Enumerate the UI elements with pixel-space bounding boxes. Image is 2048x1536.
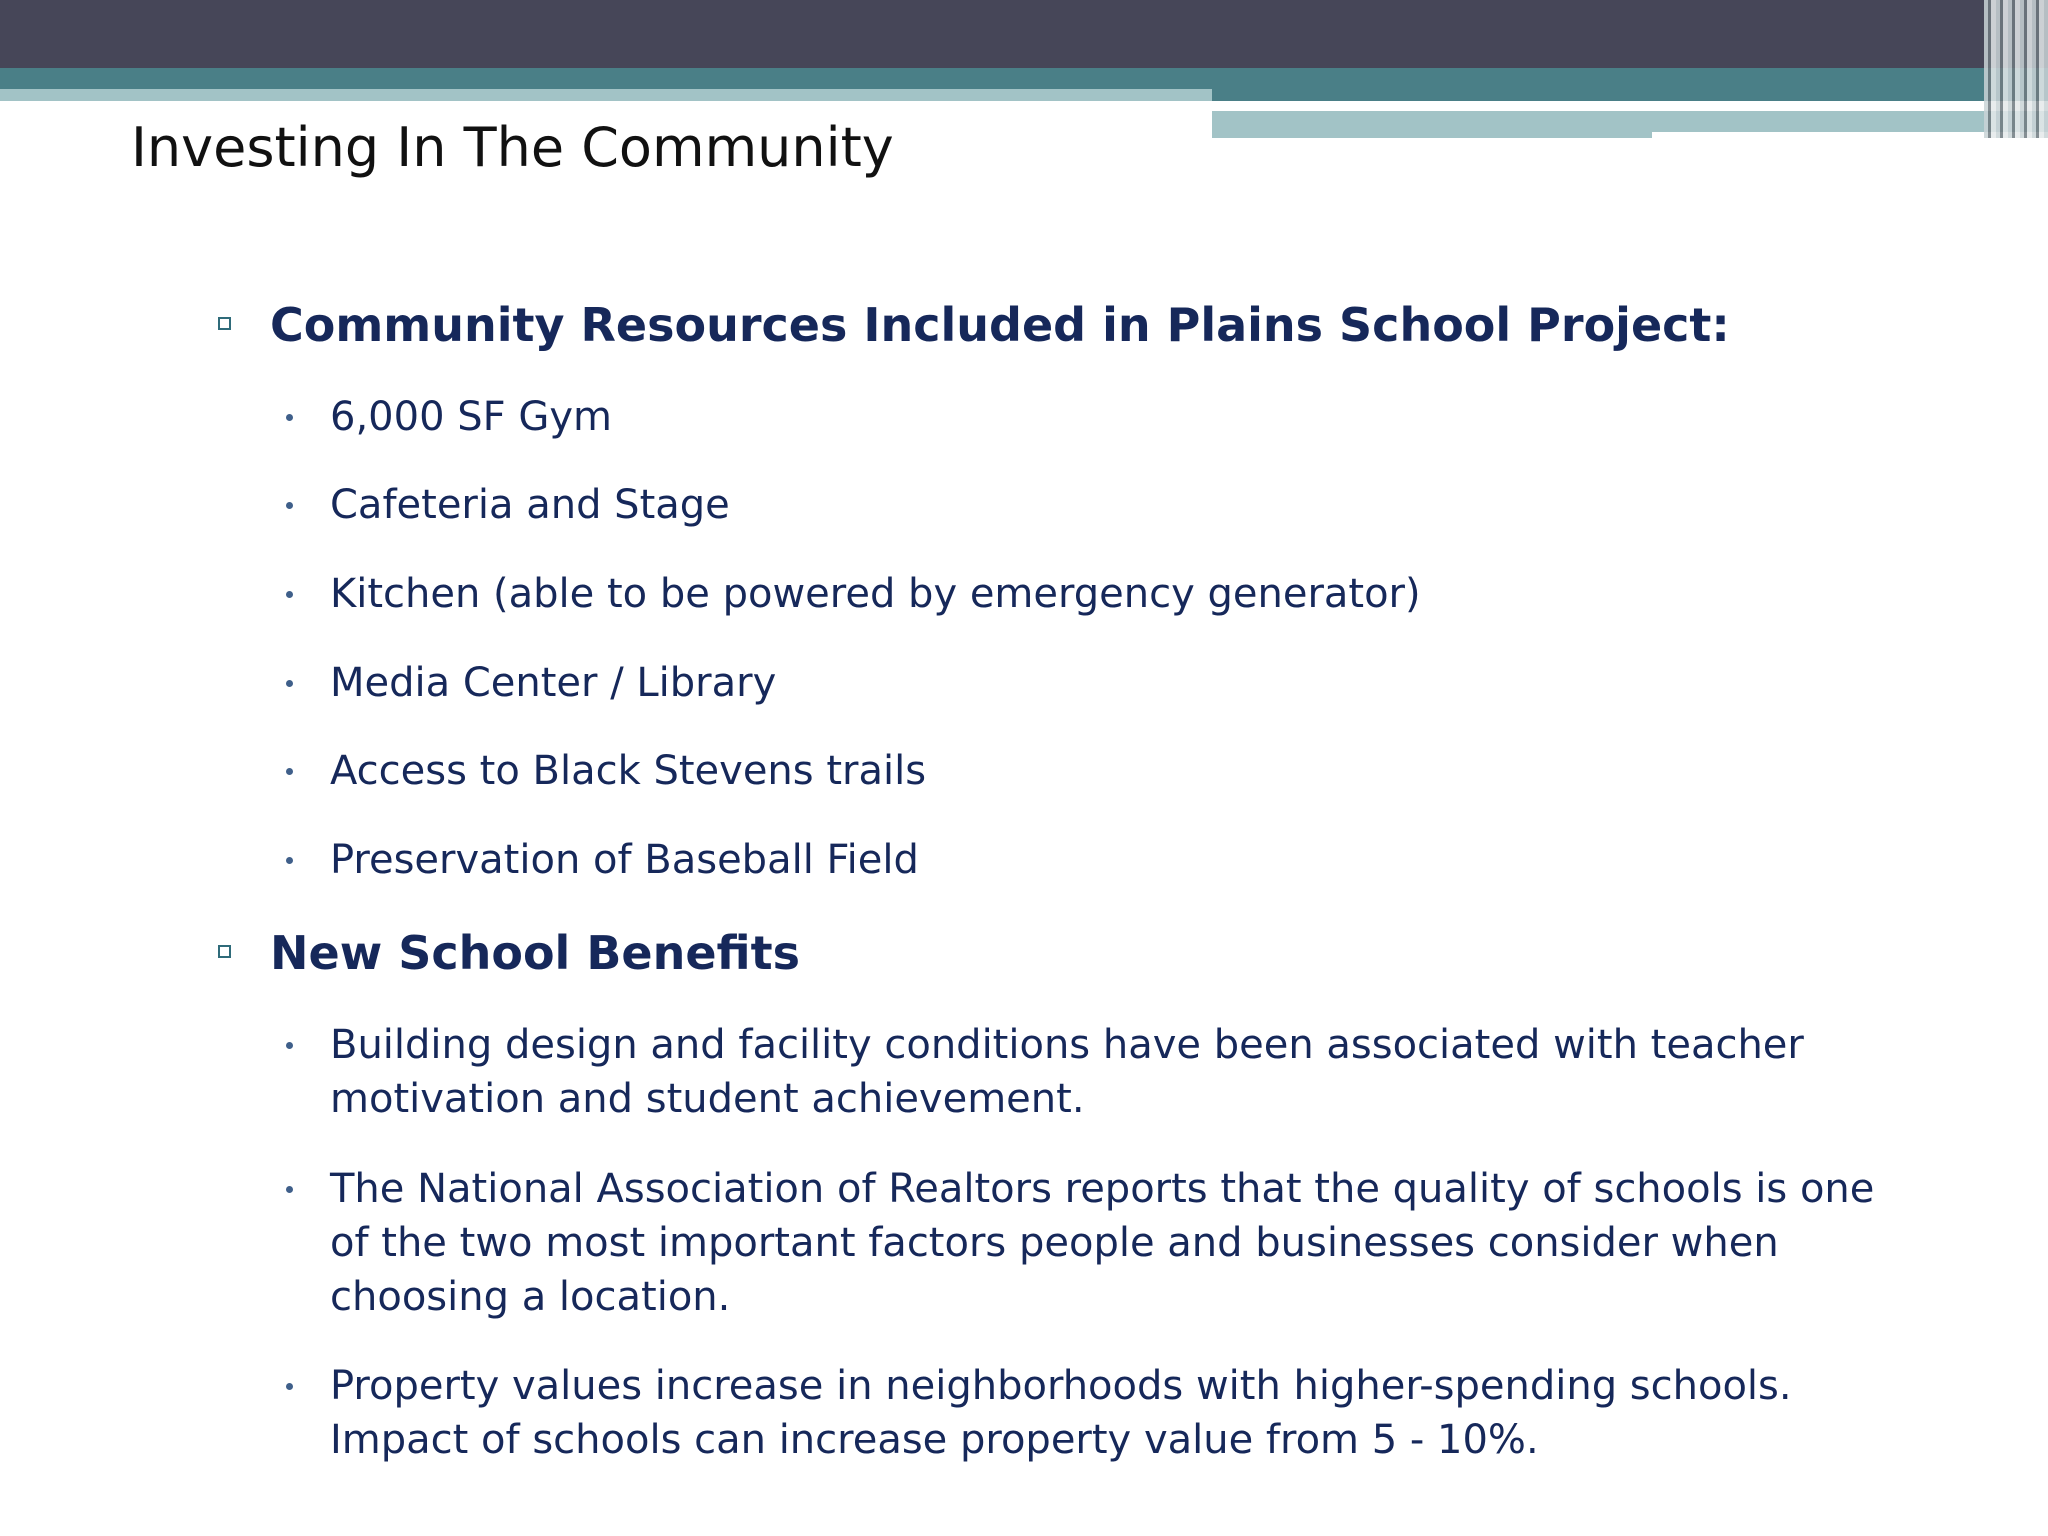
list-item-line: Impact of schools can increase property value from 5 - 10%. bbox=[330, 1417, 1539, 1463]
bullet-dot-icon bbox=[286, 1186, 293, 1193]
list-item: Media Center / Library bbox=[330, 660, 777, 706]
list-item: Preservation of Baseball Field bbox=[330, 837, 919, 883]
header-band-thin-lower bbox=[1212, 120, 1652, 138]
list-item: Access to Black Stevens trails bbox=[330, 748, 927, 794]
list-item-line: Property values increase in neighborhoods with higher-spending schools. bbox=[330, 1363, 1792, 1409]
list-item: 6,000 SF Gym bbox=[330, 394, 612, 440]
square-bullet-icon bbox=[218, 945, 231, 958]
section-heading-community-resources: Community Resources Included in Plains School Project: bbox=[270, 298, 1730, 352]
bullet-dot-icon bbox=[286, 680, 293, 687]
section-heading-new-school-benefits: New School Benefits bbox=[270, 926, 801, 980]
header-edge-stripes bbox=[1984, 0, 2048, 138]
slide-title: Investing In The Community bbox=[131, 116, 894, 179]
header-band-teal-right bbox=[1212, 89, 2048, 101]
bullet-dot-icon bbox=[286, 768, 293, 775]
bullet-dot-icon bbox=[286, 1383, 293, 1390]
bullet-dot-icon bbox=[286, 502, 293, 509]
header-band-light bbox=[0, 89, 1212, 101]
header-band-teal bbox=[0, 68, 2048, 89]
bullet-dot-icon bbox=[286, 857, 293, 864]
header-band-white-line bbox=[1212, 101, 1948, 111]
bullet-dot-icon bbox=[286, 414, 293, 421]
bullet-dot-icon bbox=[286, 1042, 293, 1049]
list-item-line: choosing a location. bbox=[330, 1274, 731, 1320]
list-item-line: Building design and facility conditions have been associated with teacher bbox=[330, 1022, 1804, 1068]
list-item-line: The National Association of Realtors reports that the quality of schools is one bbox=[330, 1166, 1875, 1212]
square-bullet-icon bbox=[218, 317, 231, 330]
header-band-thin bbox=[1212, 111, 2048, 120]
list-item-line: of the two most important factors people and businesses consider when bbox=[330, 1220, 1779, 1266]
list-item-line: motivation and student achievement. bbox=[330, 1076, 1085, 1122]
bullet-dot-icon bbox=[286, 591, 293, 598]
list-item: Kitchen (able to be powered by emergency generator) bbox=[330, 571, 1421, 617]
list-item: Cafeteria and Stage bbox=[330, 482, 730, 528]
header-band-dark bbox=[0, 0, 2048, 68]
